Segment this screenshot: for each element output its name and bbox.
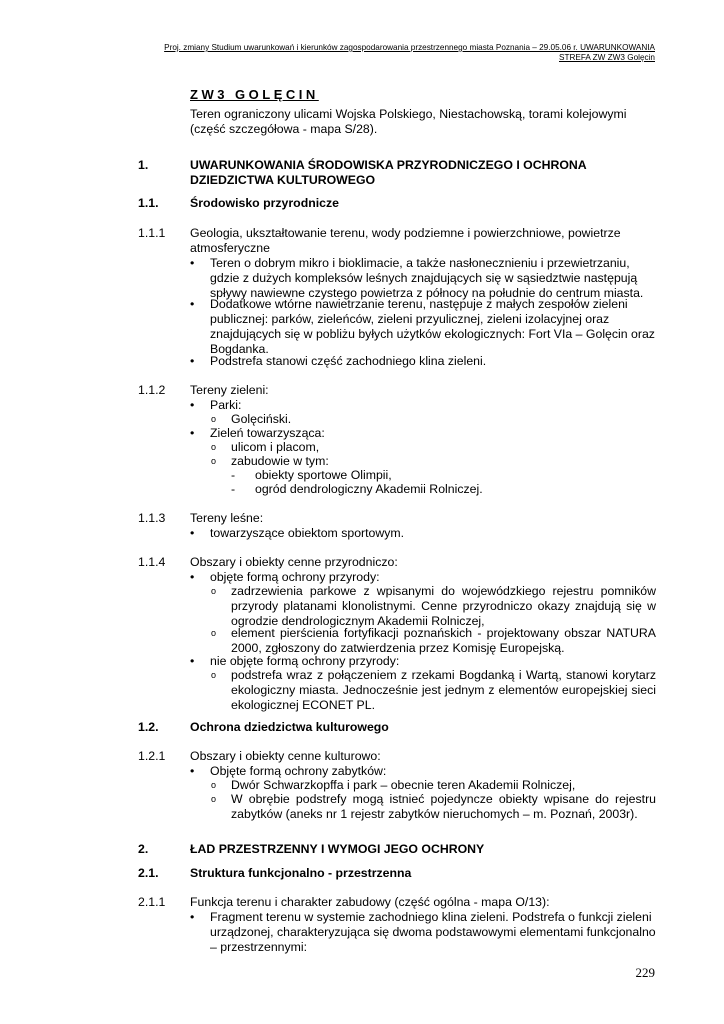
section-number: 2.1.: [138, 866, 159, 880]
section-heading: Struktura funkcjonalno - przestrzenna: [190, 866, 412, 880]
section-number: 2.1.1: [138, 895, 166, 909]
bullet-text: Zieleń towarzysząca:: [210, 426, 325, 440]
section-number: 1.1.3: [138, 511, 166, 525]
bullet-marker: •: [190, 910, 195, 924]
bullet-marker: •: [190, 297, 195, 311]
section-heading: Funkcja terenu i charakter zabudowy (część ogólna - mapa O/13):: [190, 895, 550, 909]
section-number: 1.1.: [138, 196, 159, 210]
subbullet-text: zabudowie w tym:: [231, 454, 329, 468]
bullet-text: towarzyszące obiektom sportowym.: [210, 526, 405, 540]
circle-marker: o: [211, 794, 217, 804]
dash-item-text: obiekty sportowe Olimpii,: [255, 468, 392, 482]
bullet-text: Podstrefa stanowi część zachodniego klina zieleni.: [210, 354, 487, 368]
circle-marker: o: [211, 628, 217, 638]
intro-text: Teren ograniczony ulicami Wojska Polskiego, Niestachowską, torami kolejowymi (część szczegółowa - mapa S/28).: [190, 107, 627, 136]
section-heading: Tereny zieleni:: [190, 383, 269, 397]
bullet-text: nie objęte formą ochrony przyrody:: [210, 654, 400, 668]
section-heading: Obszary i obiekty cenne kulturowo:: [190, 749, 381, 763]
bullet-marker: •: [190, 570, 195, 584]
subbullet-text: Golęciński.: [231, 412, 292, 426]
section-number: 1.1.4: [138, 555, 166, 569]
bullet-text: Dodatkowe wtórne nawietrzanie terenu, następuje z małych zespołów zieleni publicznej: parków, zieleńców, zieleni przyulicznej, zieleni izolacyjnej oraz znajdujących się w pobliżu byłych użytków ekologicznych: Fort VIa – Golęcin oraz Bogdanka.: [210, 297, 655, 356]
dash-marker: -: [231, 468, 236, 482]
subbullet-text: element pierścienia fortyfikacji poznańskich - projektowany obszar NATURA 2000, zgłoszony do zatwierdzenia przez Komisję Europejską.: [231, 626, 656, 655]
section-heading: Obszary i obiekty cenne przyrodniczo:: [190, 555, 398, 569]
bullet-marker: •: [190, 764, 195, 778]
bullet-text: Teren o dobrym mikro i bioklimacie, a także nasłonecznieniu i przewietrzaniu, gdzie z dużych kompleksów leśnych znajdujących się w sąsiedztwie następują spływy nawiewne czystego powietrza z północy na południe do centrum miasta.: [210, 256, 644, 300]
bullet-text: Parki:: [210, 398, 242, 412]
subbullet-text: podstrefa wraz z połączeniem z rzekami Bogdanką i Wartą, stanowi korytarz ekologiczny miasta. Jednocześnie jest jednym z elementów europejskiej sieci ekologicznej ECONET PL.: [231, 668, 656, 712]
section-number: 1.1.2: [138, 383, 166, 397]
section-number: 1.2.: [138, 720, 159, 734]
section-number: 2.: [138, 842, 149, 856]
section-heading: Środowisko przyrodnicze: [190, 196, 339, 210]
subbullet-text: ulicom i placom,: [231, 440, 320, 454]
bullet-text: Objęte formą ochrony zabytków:: [210, 764, 387, 778]
running-header-line2: STREFA ZW ZW3 Golęcin: [559, 53, 655, 62]
circle-marker: o: [211, 670, 217, 680]
section-heading: Tereny leśne:: [190, 511, 264, 525]
section-number: 1.2.1: [138, 749, 166, 763]
dash-marker: -: [231, 482, 236, 496]
bullet-text: Fragment terenu w systemie zachodniego klina zieleni. Podstrefa o funkcji zieleni urządzonej, charakteryzująca się dwoma podstawowymi elementami funkcjonalno – przestrzennymi:: [210, 910, 656, 954]
circle-marker: o: [211, 780, 217, 790]
section-heading: UWARUNKOWANIA ŚRODOWISKA PRZYRODNICZEGO I OCHRONA DZIEDZICTWA KULTUROWEGO: [190, 158, 587, 187]
subbullet-text: Dwór Schwarzkopffa i park – obecnie teren Akademii Rolniczej,: [231, 778, 576, 792]
section-heading: Geologia, ukształtowanie terenu, wody podziemne i powierzchniowe, powietrze atmosferyczne: [190, 226, 621, 255]
circle-marker: o: [211, 456, 217, 466]
bullet-marker: •: [190, 398, 195, 412]
running-header-line1: Proj. zmiany Studium uwarunkowań i kierunków zagospodarowania przestrzennego miasta Poznania – 29.05.06 r. UWARUNKOWANIA: [164, 43, 655, 52]
bullet-text: objęte formą ochrony przyrody:: [210, 570, 380, 584]
section-number: 1.1.1: [138, 226, 166, 240]
bullet-marker: •: [190, 654, 195, 668]
section-heading: ŁAD PRZESTRZENNY I WYMOGI JEGO OCHRONY: [190, 842, 485, 856]
subbullet-text: W obrębie podstrefy mogą istnieć pojedyncze obiekty wpisane do rejestru zabytków (aneks nr 1 rejestr zabytków nieruchomych – m. Poznań, 2003r).: [231, 792, 656, 821]
dash-item-text: ogród dendrologiczny Akademii Rolniczej.: [255, 482, 483, 496]
circle-marker: o: [211, 442, 217, 452]
bullet-marker: •: [190, 354, 195, 368]
circle-marker: o: [211, 586, 217, 596]
circle-marker: o: [211, 414, 217, 424]
bullet-marker: •: [190, 426, 195, 440]
bullet-marker: •: [190, 526, 195, 540]
bullet-marker: •: [190, 256, 195, 270]
section-heading: Ochrona dziedzictwa kulturowego: [190, 720, 389, 734]
subbullet-text: zadrzewienia parkowe z wpisanymi do wojewódzkiego rejestru pomników przyrody platanami klonolistnymi. Cenne przyrodniczo okazy znajdują się w ogrodzie dendrologicznym Akademii Rolniczej,: [231, 584, 656, 628]
page-number: 229: [635, 965, 655, 980]
section-number: 1.: [138, 158, 149, 172]
page-title: ZW3 GOLĘCIN: [190, 87, 319, 102]
